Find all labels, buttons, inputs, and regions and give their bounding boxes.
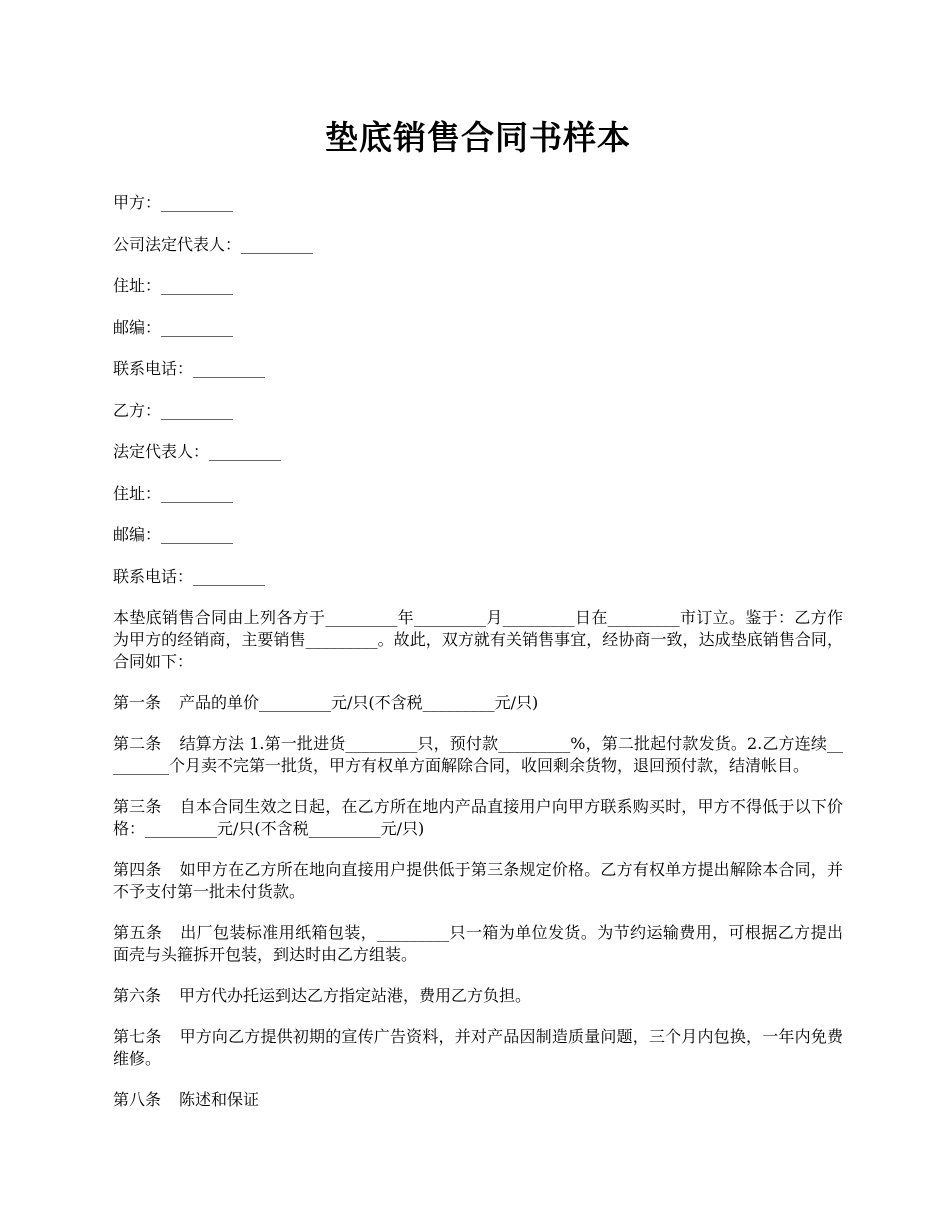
party-a-postcode: 邮编：_________ xyxy=(113,317,234,337)
party-a-address: 住址：_________ xyxy=(113,276,234,295)
party-a-legal-rep: 公司法定代表人：_________ xyxy=(113,234,314,254)
clause-2 xyxy=(113,733,843,777)
clause-number: 第二条 xyxy=(113,734,162,753)
clause-7 xyxy=(113,1026,843,1070)
party-a-phone: 联系电话：_________ xyxy=(113,359,266,378)
clause-1 xyxy=(113,692,843,714)
clause-number: 第四条 xyxy=(113,860,162,879)
party-b-legal-rep: 法定代表人：_________ xyxy=(113,442,282,461)
clause-text: 自本合同生效之日起，在乙方所在地内产品直接用户向甲方联系购买时，甲方不得低于以下价格：_________元/只(不含税_________元/只) xyxy=(113,797,843,838)
clause-text: 陈述和保证 xyxy=(179,1090,260,1109)
party-a-section xyxy=(113,192,843,380)
clause-8 xyxy=(113,1089,843,1111)
clause-3 xyxy=(113,796,843,840)
clause-number: 第七条 xyxy=(113,1027,162,1046)
clause-number: 第八条 xyxy=(113,1090,162,1109)
clause-6 xyxy=(113,985,843,1007)
clause-5 xyxy=(113,922,843,966)
document-page xyxy=(113,110,843,1130)
clause-number: 第一条 xyxy=(113,693,162,712)
party-b-postcode: 邮编：_________ xyxy=(113,525,234,544)
party-b-section xyxy=(113,400,843,588)
party-b-name: 乙方：_________ xyxy=(113,400,234,420)
clause-text: 产品的单价_________元/只(不含税_________元/只) xyxy=(179,693,539,712)
clause-number: 第五条 xyxy=(113,923,163,942)
party-b-address: 住址：_________ xyxy=(113,483,234,503)
clause-text: 如甲方在乙方所在地向直接用户提供低于第三条规定价格。乙方有权单方提出解除本合同，并不予支付第一批未付货款。 xyxy=(113,860,843,901)
clause-text: 甲方代办托运到达乙方指定站港，费用乙方负担。 xyxy=(179,986,532,1005)
party-b-phone: 联系电话：_________ xyxy=(113,566,266,586)
clause-number: 第六条 xyxy=(113,986,162,1005)
party-a-name: 甲方：_________ xyxy=(113,193,234,212)
document-title: 垫底销售合同书样本 xyxy=(325,118,631,157)
clause-text: 甲方向乙方提供初期的宣传广告资料，并对产品因制造质量问题，三个月内包换，一年内免费维修。 xyxy=(113,1027,843,1068)
clause-text: 结算方法 1.第一批进货_________只，预付款_________%，第二批起付款发货。2.乙方连续_________个月卖不完第一批货，甲方有权单方面解除合同，收回剩余货物，退回预付款，结清帐目。 xyxy=(113,734,843,775)
clause-text: 出厂包装标准用纸箱包装，_________只一箱为单位发货。为节约运输费用，可根据乙方提出面壳与头箍拆开包装，到达时由乙方组装。 xyxy=(113,923,843,964)
clause-4 xyxy=(113,859,843,903)
preamble-paragraph: 本垫底销售合同由上列各方于_________年_________月_________日在_________市订立。鉴于：乙方作为甲方的经销商，主要销售_________。故此，双方就有关销售事宜，经协商一致，达成垫底销售合同，合同如下： xyxy=(113,608,843,671)
clause-number: 第三条 xyxy=(113,797,162,816)
